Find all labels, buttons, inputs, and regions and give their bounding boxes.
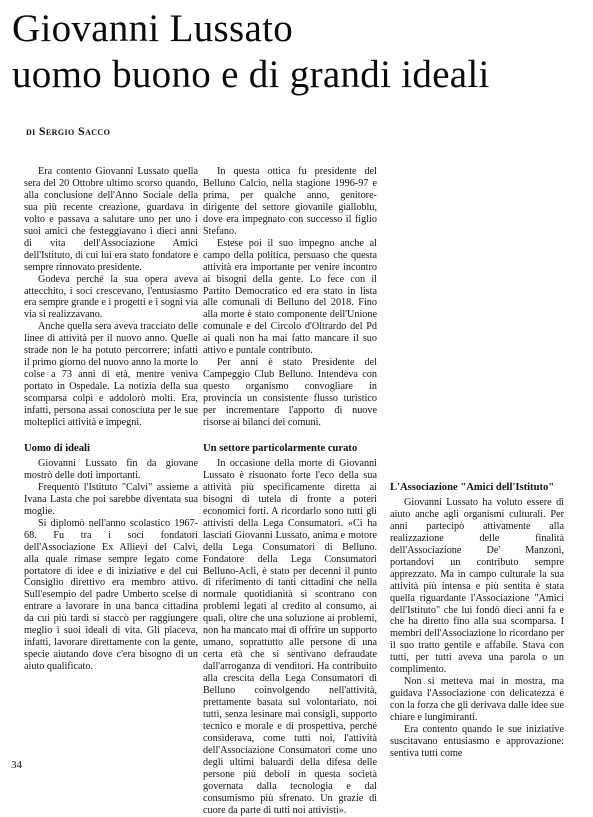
paragraph: Per anni è stato Presidente del Campeggio Club Belluno. Intendeva con questo organismo convogliare in provincia un consistente flusso turistico per incrementare l'apporto di nuove risorse ai bilanci dei comuni. (203, 357, 377, 429)
paragraph: Godeva perché la sua opera aveva attecchito, i soci crescevano, l'entusiasmo era sempre grande e i progetti e i sogni via via si realizzavano. (24, 273, 198, 321)
column-1 (24, 166, 198, 673)
paragraph: Si diplomò nell'anno scolastico 1967-68. Fu tra i soci fondatori dell'Associazione Ex Allievi del Calvi, alla quale rimase sempre legato come portatore di idee e di iniziative e del cui Consiglio direttivo era membro attivo. Sull'esempio del padre Umberto scelse di entrare a lavorare in una banca cittadina da cui più tardi si staccò per raggiungere meglio i suoi ideali di vita. Gli piaceva, infatti, lavorare direttamente con la gente, specie aiutando dove c'era bisogno di un aiuto qualificato. (24, 517, 198, 673)
section-heading: Uomo di ideali (24, 442, 90, 454)
paragraph: Era contento Giovanni Lussato quella sera del 20 Ottobre ultimo scorso quando, alla conclusione dell'Anno Sociale della sua più recente creazione, guardava in volto e passava a salutare uno per uno i suoi amici che festeggiavano i dieci anni di vita dell'Associazione Amici dell'Istituto, di cui lui era stato fondatore e sempre rinnovato presidente. (24, 166, 198, 273)
byline-author: Sergio Sacco (38, 124, 111, 138)
byline (26, 124, 110, 139)
article-headline (12, 6, 587, 98)
section-heading: L'Associazione "Amici dell'Istituto" (390, 482, 555, 493)
paragraph: Estese poi il suo impegno anche al campo della politica, persuaso che questa attività era importante per venire incontro ai bisogni della gente. Lo fece con il Partito Democratico ed era stato in lista alle comunali di Belluno del 2018. Fino alla morte è stato componente dell'Unione comunale e del Circolo d'Oltrardo del Pd ai quali non ha mai fatto mancare il suo attivo e puntale contributo. (203, 237, 377, 357)
paragraph: Anche quella sera aveva tracciato delle linee di attività per il nuovo anno. Quelle strade non le ha potuto percorrere; infatti il primo giorno del nuovo anno la morte lo colse a 73 anni di età, mentre veniva portato in Ospedale. La notizia della sua scomparsa colpì e addolorò molti. Era, infatti, persona assai conosciuta per le sue molteplici attività e impegni. (24, 321, 198, 429)
byline-prefix: di (26, 124, 36, 138)
column-2 (203, 166, 377, 817)
headline-line-1: Giovanni Lussato (12, 7, 294, 50)
column-3 (390, 482, 564, 760)
section-heading: Un settore particolarmente curato (203, 442, 358, 454)
paragraph: Giovanni Lussato ha voluto essere di aiuto anche agli organismi culturali. Per anni partecipò attivamente alla realizzazione delle finalità dell'Associazione De' Manzoni, portandovi un contributo sempre apprezzato. Ma in campo culturale la sua attività più intensa e più sentita è stata quella riguardante l'Associazione "Amici dell'Istituto" che lui fondò dieci anni fa e che ha diretto fino alla sua scomparsa. I membri dell'Associazione lo ricordano per il suo tratto gentile e affabile. Stava con tutti, per tutti aveva una parola o un complimento. (390, 496, 564, 676)
paragraph: Non si metteva mai in mostra, ma guidava l'Associazione con delicatezza e con la forza che gli derivava dalle idee sue chiare e lungimiranti. (390, 676, 564, 724)
paragraph: Frequentò l'Istituto "Calvi" assieme a Ivana Lasta che poi sarebbe diventata sua moglie. (24, 481, 198, 517)
page-number: 34 (11, 759, 22, 771)
headline-line-2: uomo buono e di grandi ideali (12, 53, 490, 96)
paragraph: Giovanni Lussato fin da giovane mostrò delle doti importanti. (24, 457, 198, 481)
paragraph: Era contento quando le sue iniziative suscitavano entusiasmo e approvazione: sentiva tutti come (390, 724, 564, 759)
paragraph: In occasione della morte di Giovanni Lussato è risuonato forte l'eco della sua attività più specificamente diretta ai bisogni di tutela di fronte a poteri economici forti. A ricordarlo sono tutti gli attivisti della Lega Consumatori. «Ci ha lasciati Giovanni Lussato, anima e motore della Lega Consumatori di Belluno. Fondatore della Lega Consumatori Belluno-Acli, è stato per decenni il punto di riferimento di tanti cittadini che nella normale quotidianità si scontrano con problemi legati al credito al consumo, ai quali, oltre che una soluzione ai problemi, non ha mancato mai di offrire un supporto umano, soprattutto alle persone di una certa età che si sentivano defraudate dall'arroganza di venditori. Ha contribuito alla crescita della Lega Consumatori di Belluno coinvolgendo nell'attività, prettamente basata sul volontariato, noi tutti, senza lesinare mai consigli, supporto tecnico e morale e di prospettiva, perché considerava, come tutti noi, l'attività dell'Associazione Consumatori come uno degli ultimi baluardi della difesa delle persone più deboli in questa società governata dalla tecnologia e dal consumismo più sfrenato. Un grazie di cuore da parte di tutti noi attivisti». (203, 457, 377, 816)
paragraph: In questa ottica fu presidente del Belluno Calcio, nella stagione 1996-97 e prima, per qualche anno, genitore-dirigente del settore giovanile gialloblu, dove era impegnato con successo il figlio Stefano. (203, 166, 377, 237)
